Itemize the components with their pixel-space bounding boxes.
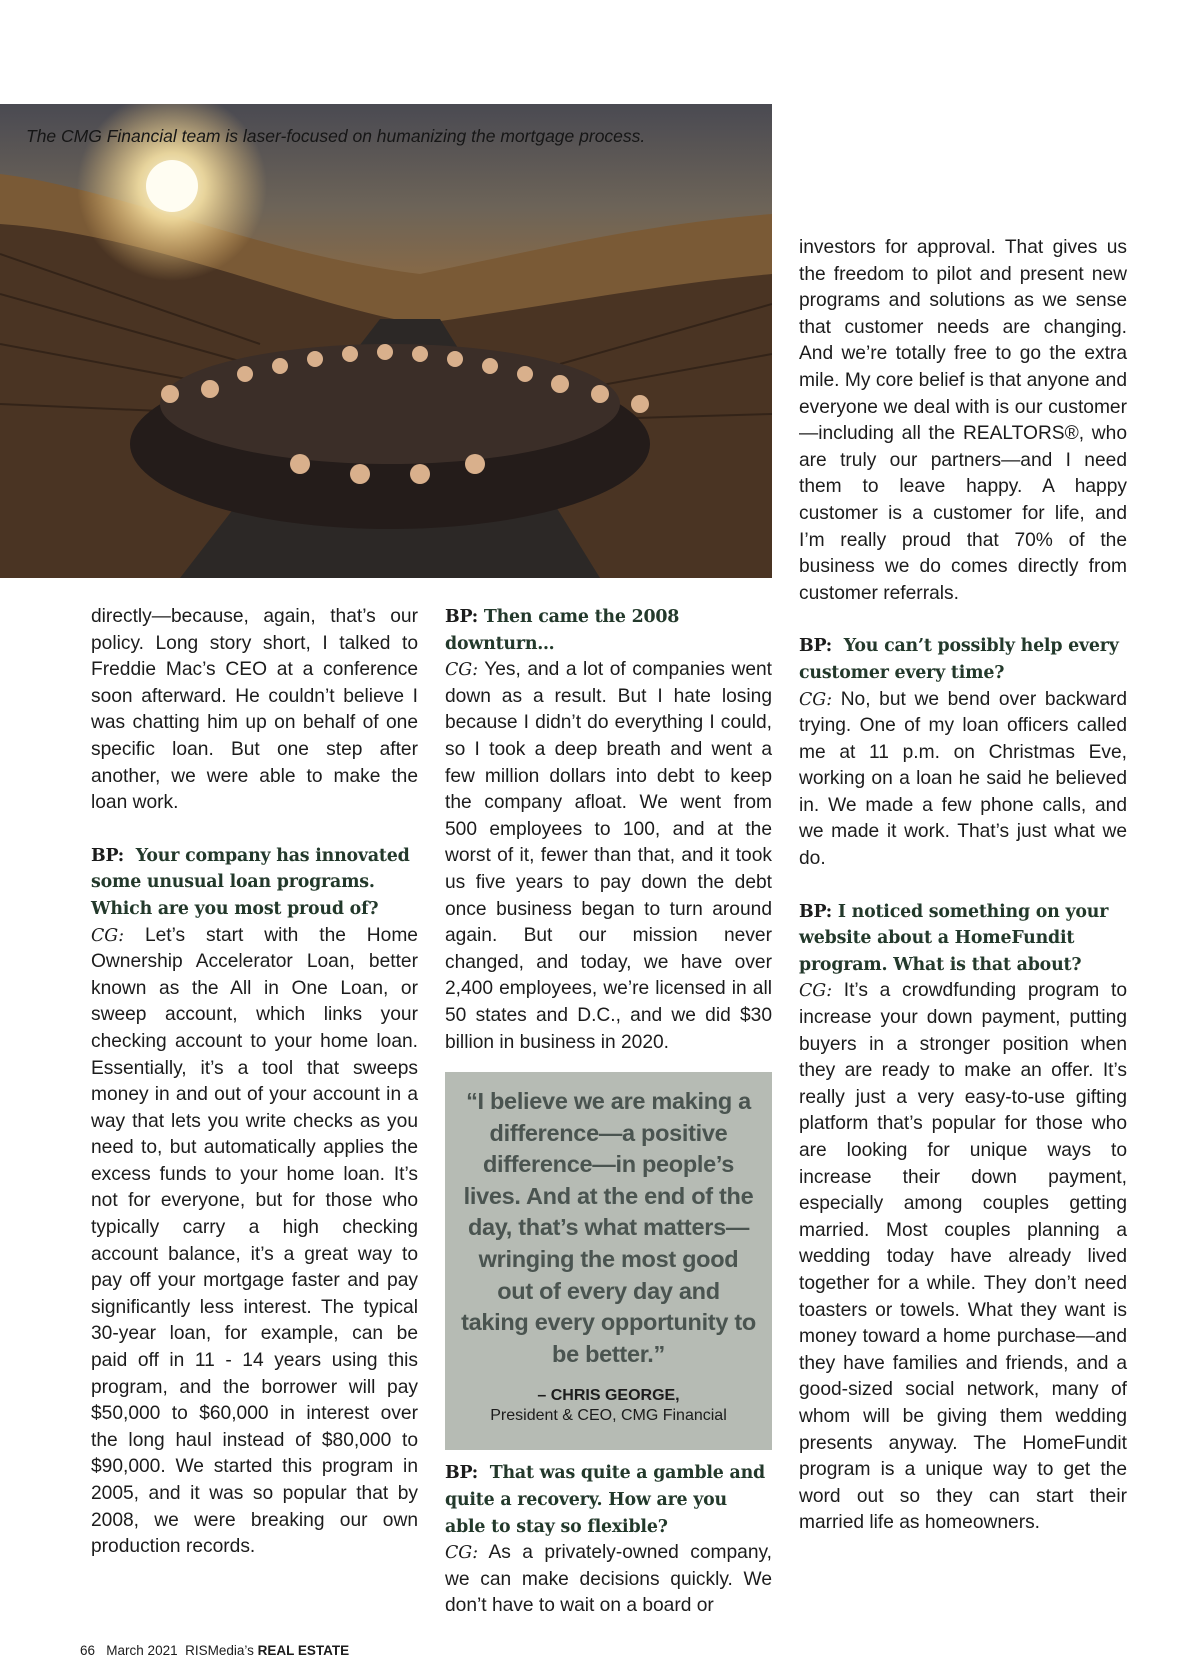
answer [799, 687, 1127, 873]
question [445, 1460, 772, 1540]
paragraph: directly—because, again, that’s our policy. Long story short, I talked to Freddie Mac’s CEO at a conference soon afterward. He couldn’t believe I was chatting him up on behalf of one specific loan. But one step after another, we were able to make the loan work. [91, 606, 418, 814]
pull-quote [445, 1072, 772, 1450]
answer-label: CG: [799, 689, 833, 710]
question [445, 604, 772, 657]
pull-quote-author: – CHRIS GEORGE, [537, 1387, 680, 1405]
question [799, 633, 1127, 686]
pull-quote-role: President & CEO, CMG Financial [490, 1407, 727, 1425]
answer-label: CG: [91, 925, 125, 946]
answer [445, 657, 772, 1056]
article-column-1 [91, 604, 418, 1561]
question [799, 899, 1127, 979]
answer-label: CG: [799, 981, 833, 1002]
paragraph: investors for approval. That gives us the freedom to pilot and present new programs and solutions as we sense that customer needs are changing. And we’re totally free to go the extra mile. My core belief is that anyone and everyone we deal with is our customer—including all the REALTORS®, who are truly our partners—and I need them to leave happy. A happy customer is a customer for life, and I’m really proud that 70% of the business we do comes directly from customer referrals. [799, 237, 1127, 604]
question-label: BP: [799, 636, 832, 657]
answer-text: As a privately-owned company, we can make decisions quickly. We don’t have to wait on a board or [445, 1542, 772, 1617]
answer [799, 978, 1127, 1536]
answer-text: Let’s start with the Home Ownership Accelerator Loan, better known as the All in One Loan, or sweep account, which links your checking account to your home loan. Essentially, it’s a tool that sweeps money in and out of your account in a way that lets you write checks as you need to, but automatically applies the excess funds to your home loan. It’s not for everyone, but for those who typically carry a high checking account balance, it’s a great way to pay off your mortgage faster and pay significantly less interest. The typical 30-year loan, for example, can be paid off in 11 - 14 years using this program, and the borrower will pay $50,000 to $60,000 in interest over the long haul instead of $80,000 to $90,000. We started this program in 2005, and it was so popular that by 2008, we were breaking our own production records. [91, 924, 418, 1558]
answer-label: CG: [445, 660, 479, 681]
team-photo-illustration [0, 104, 772, 578]
question-text: That was quite a gamble and quite a recovery. How are you able to stay so flexible? [445, 1463, 765, 1537]
page-footer [80, 1643, 349, 1658]
article-column-2 [445, 604, 772, 1620]
issue-date: March 2021 [106, 1643, 178, 1658]
question-text: Your company has innovated some unusual loan programs. Which are you most proud of? [91, 845, 410, 919]
question-label: BP: [445, 1463, 478, 1484]
pull-quote-text: “I believe we are making a difference—a positive difference—in people’s lives. And at the end of the day, that’s what matters—wringing the most good out of every day and taking every opportunity to be better.” [461, 1088, 756, 1367]
spacer [799, 607, 1127, 633]
question-text: I noticed something on your website about a HomeFundit program. What is that about? [799, 901, 1109, 975]
answer-label: CG: [445, 1543, 479, 1564]
photo-caption: The CMG Financial team is laser-focused on humanizing the mortgage process. [26, 126, 646, 146]
team-photo [0, 104, 772, 578]
question-label: BP: [445, 607, 478, 627]
answer-text: It’s a crowdfunding program to increase your down payment, putting buyers in a stronger position when they are ready to make an offer. It’s really just a very easy-to-use gifting platform that’s popular for those who are looking for unique ways to increase their down payment, especially among couples getting married. Most couples planning a wedding today have already lived together for a while. They don’t need toasters or towels. What they want is money toward a home purchase—and they have families and friends, and a good-sized social network, many of whom will be giving them wedding presents anyway. The HomeFundit program is a unique way to get the word out so they can start their married life as homeowners. [799, 980, 1127, 1534]
answer [91, 923, 418, 1561]
spacer [91, 817, 418, 843]
question-text: You can’t possibly help every customer every time? [799, 636, 1119, 683]
page-number: 66 [80, 1643, 96, 1658]
question-text: Then came the 2008 downturn… [445, 607, 680, 654]
question-label: BP: [91, 845, 124, 866]
publisher-name: RISMedia’s [185, 1643, 254, 1658]
publication-name: REAL ESTATE [257, 1643, 350, 1658]
answer-text: No, but we bend over backward trying. One of my loan officers called me at 11 p.m. on Christmas Eve, working on a loan he said he believed in. We made a few phone calls, and we made it work. That’s just what we do. [799, 688, 1127, 870]
answer [445, 1540, 772, 1620]
question [91, 843, 418, 923]
question-label: BP: [799, 901, 832, 922]
spacer [799, 873, 1127, 899]
answer-text: Yes, and a lot of companies went down as a result. But I hate losing because I didn’t do everything I could, so I took a deep breath and went a few million dollars into debt to keep the company afloat. We went from 500 employees to 100, and at the worst of it, fewer than that, and it took us five years to pay down the debt once business began to turn around again. But our mission never changed, and today, we have over 2,400 employees, we’re licensed in all 50 states and D.C., and we did $30 billion in business in 2020. [445, 659, 773, 1053]
article-column-3 [799, 235, 1127, 1537]
